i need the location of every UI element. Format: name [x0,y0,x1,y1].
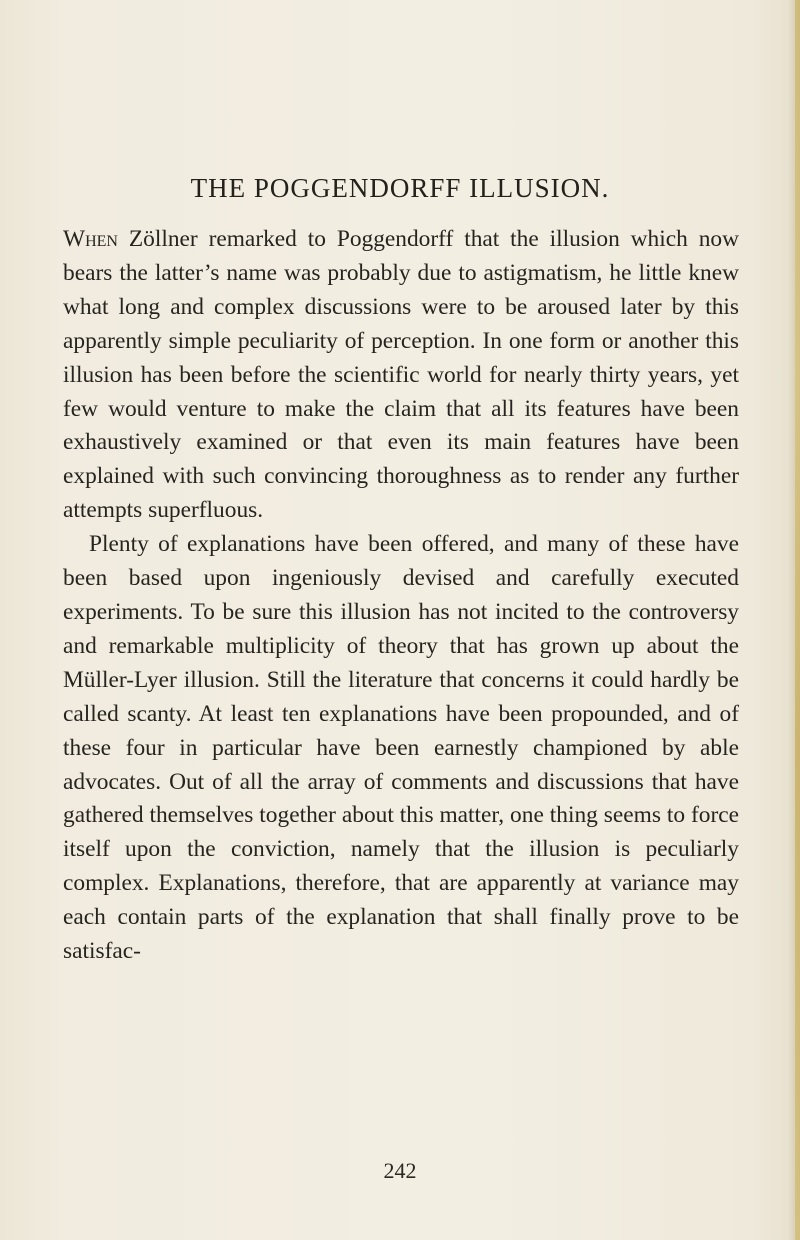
paragraph-1 [63,223,739,528]
paragraph-2: Plenty of explanations have been offered, and many of these have been based upon ingeniously devised and carefully executed experiments. To be sure this illusion has not incited to the controversy and remarkable multiplicity of theory that has grown up about the Müller-Lyer illusion. Still the literature that concerns it could hardly be called scanty. At least ten explanations have been propounded, and of these four in particular have been earnestly championed by able advocates. Out of all the array of comments and discussions that have gathered themselves together about this matter, one thing seems to force itself upon the conviction, namely that the illusion is peculiarly complex. Explanations, therefore, that are apparently at variance may each contain parts of the explanation that shall finally prove to be satisfac- [63,531,739,965]
opening-word: When [63,226,118,252]
body-text [63,223,739,969]
page-number: 242 [383,1158,417,1183]
paragraph-1-text: Zöllner remarked to Poggendorff that the illusion which now bears the latter’s name was probably due to astigmatism, he little knew what long and complex discussions were to be aroused later by this apparently simple peculiarity of perception. In one form or another this illusion has been before the scientific world for nearly thirty years, yet few would venture to make the claim that all its features have been exhaustively examined or that even its main features have been explained with such convincing thoroughness as to render any further attempts superfluous. [63,226,739,524]
chapter-title: THE POGGENDORFF ILLUSION. [190,173,610,203]
